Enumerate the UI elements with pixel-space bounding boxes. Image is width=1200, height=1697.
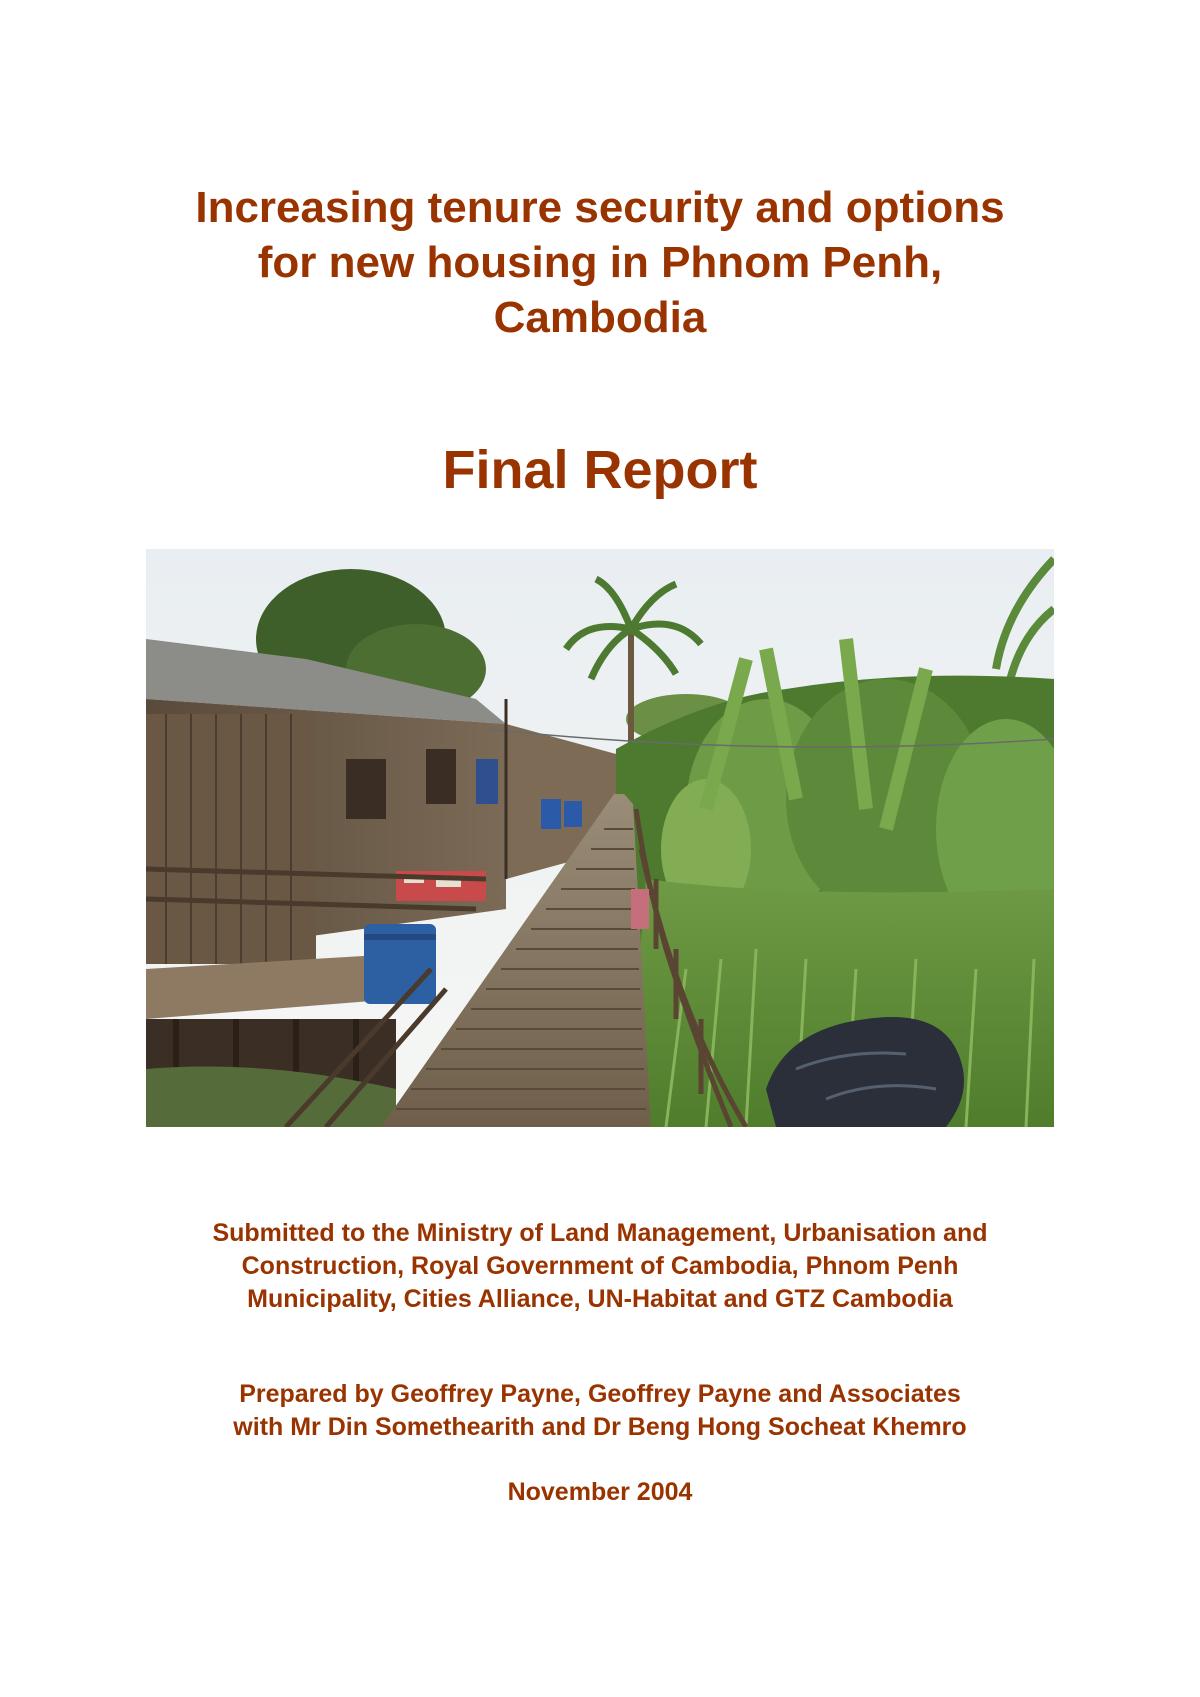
report-title-line-3: Cambodia bbox=[493, 293, 707, 342]
report-title-line-2: for new housing in Phnom Penh, bbox=[257, 238, 943, 287]
publication-date: November 2004 bbox=[507, 1478, 693, 1506]
cover-photo-illustration bbox=[146, 549, 1054, 1127]
authors-statement bbox=[0, 1378, 1200, 1444]
submission-statement bbox=[0, 1217, 1200, 1316]
submission-statement-line-2: Construction, Royal Government of Cambodia, Phnom Penh bbox=[241, 1252, 959, 1280]
cover-photo bbox=[146, 549, 1054, 1127]
authors-statement-line-1: Prepared by Geoffrey Payne, Geoffrey Payne and Associates bbox=[239, 1380, 961, 1408]
report-title bbox=[0, 180, 1200, 345]
report-type-heading: Final Report bbox=[442, 440, 758, 500]
submission-statement-line-1: Submitted to the Ministry of Land Management, Urbanisation and bbox=[212, 1219, 988, 1247]
report-title-line-1: Increasing tenure security and options bbox=[195, 183, 1005, 232]
authors-statement-line-2: with Mr Din Somethearith and Dr Beng Hong Socheat Khemro bbox=[233, 1413, 967, 1441]
submission-statement-line-3: Municipality, Cities Alliance, UN-Habitat and GTZ Cambodia bbox=[247, 1285, 953, 1313]
